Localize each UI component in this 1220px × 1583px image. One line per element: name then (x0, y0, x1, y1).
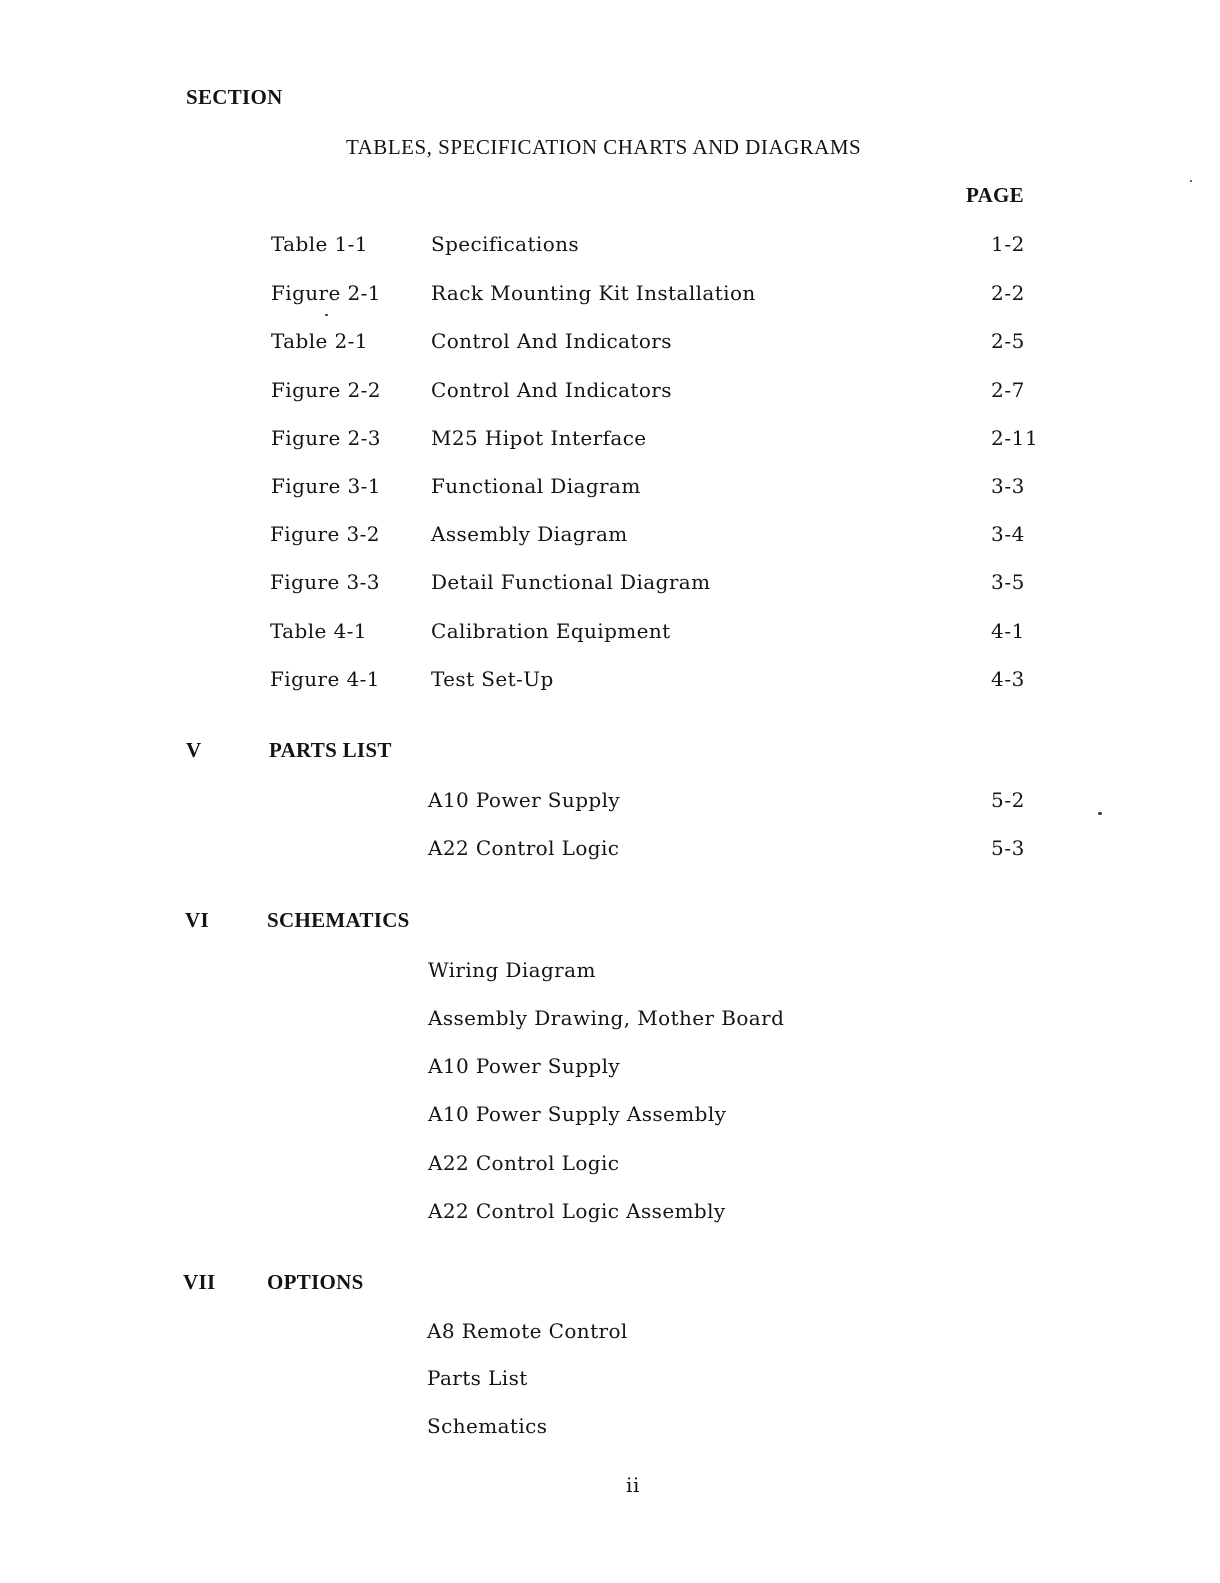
figure-page: 3-5 (991, 570, 1026, 594)
figure-title: Assembly Diagram (431, 522, 628, 546)
section-number: VII (183, 1270, 216, 1294)
figure-label: Figure 3-1 (271, 474, 381, 498)
section-title: PARTS LIST (269, 738, 392, 762)
figure-label: Table 4-1 (270, 619, 367, 643)
figure-title: M25 Hipot Interface (431, 426, 647, 450)
figure-label: Figure 3-3 (270, 570, 380, 594)
figure-page: 3-3 (991, 474, 1026, 498)
figure-title: Test Set-Up (431, 667, 554, 691)
section-title: SCHEMATICS (267, 908, 410, 932)
section-item-title: A10 Power Supply (428, 1054, 621, 1078)
figure-title: Functional Diagram (431, 474, 641, 498)
figure-page: 2-2 (991, 281, 1026, 305)
figure-label: Table 1-1 (271, 232, 368, 256)
figure-page: 4-3 (991, 667, 1026, 691)
figure-page: 4-1 (991, 619, 1026, 643)
figure-page: 2-5 (991, 329, 1026, 353)
figure-page: 1-2 (991, 232, 1026, 256)
section-title: OPTIONS (267, 1270, 364, 1294)
figure-title: Detail Functional Diagram (431, 570, 711, 594)
figure-page: 2-11 (991, 426, 1039, 450)
section-label: SECTION (186, 85, 283, 109)
figure-label: Figure 2-2 (271, 378, 381, 402)
section-item-title: Wiring Diagram (428, 958, 596, 982)
section-item-title: Assembly Drawing, Mother Board (428, 1006, 785, 1030)
section-item-page: 5-3 (991, 836, 1026, 860)
section-number: VI (185, 908, 209, 932)
scan-speck (1190, 180, 1192, 182)
figure-title: Rack Mounting Kit Installation (431, 281, 756, 305)
figure-label: Figure 2-3 (271, 426, 381, 450)
scan-speck (1098, 812, 1102, 815)
figure-title: Control And Indicators (431, 329, 672, 353)
section-number: V (186, 738, 202, 762)
section-item-title: A10 Power Supply Assembly (428, 1102, 727, 1126)
section-item-title: A22 Control Logic Assembly (428, 1199, 726, 1223)
page-heading: TABLES, SPECIFICATION CHARTS AND DIAGRAMS (346, 135, 862, 159)
figure-title: Calibration Equipment (431, 619, 671, 643)
section-item-title: A22 Control Logic (428, 1151, 620, 1175)
section-item-title: A10 Power Supply (428, 788, 621, 812)
figure-label: Figure 4-1 (270, 667, 380, 691)
section-item-title: A22 Control Logic (428, 836, 620, 860)
figure-label: Table 2-1 (271, 329, 368, 353)
section-item-title: Schematics (427, 1414, 548, 1438)
figure-title: Control And Indicators (431, 378, 672, 402)
section-item-title: A8 Remote Control (427, 1319, 628, 1343)
section-item-title: Parts List (427, 1366, 528, 1390)
page-column-header: PAGE (966, 183, 1024, 207)
figure-label: Figure 3-2 (270, 522, 380, 546)
section-item-page: 5-2 (991, 788, 1026, 812)
figure-label: Figure 2-1 (271, 281, 381, 305)
figure-page: 3-4 (991, 522, 1026, 546)
scan-speck (325, 314, 328, 316)
page-number: ii (626, 1473, 640, 1497)
figure-title: Specifications (431, 232, 580, 256)
figure-page: 2-7 (991, 378, 1026, 402)
